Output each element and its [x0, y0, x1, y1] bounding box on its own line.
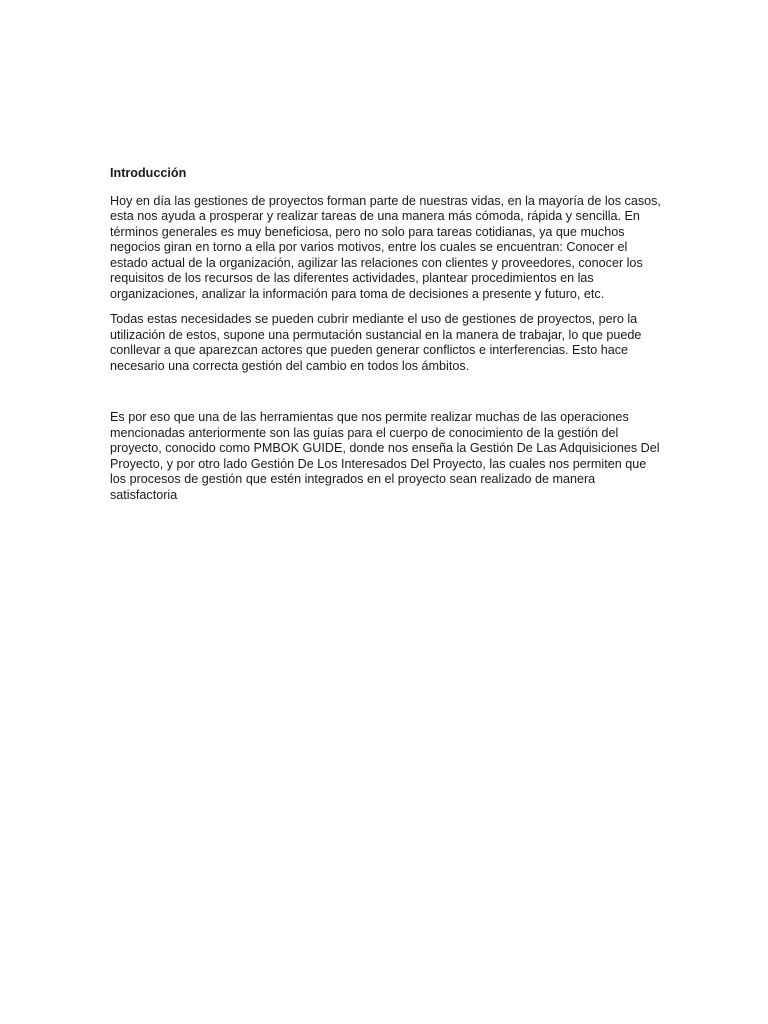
paragraph-2: Todas estas necesidades se pueden cubrir mediante el uso de gestiones de proyectos, pero la utilización de estos, supone una permutación sustancial en la manera de trabajar, lo que puede conllevar a que aparezcan actores que pueden generar conflictos e interferencias. Esto hace necesario una correcta gestión del cambio en todos los ámbitos.	[110, 312, 642, 373]
paragraph-3: Es por eso que una de las herramientas que nos permite realizar muchas de las operaciones mencionadas anteriormente son las guías para el cuerpo de conocimiento de la gestión del proyecto, conocido como PMBOK GUIDE, donde nos enseña la Gestión De Las Adquisiciones Del Proyecto, y por otro lado Gestión De Los Interesados Del Proyecto, las cuales nos permiten que los procesos de gestión que estén integrados en el proyecto sean realizado de manera satisfactoria	[110, 410, 660, 502]
section-heading: Introducción	[110, 166, 187, 180]
document-body	[110, 166, 662, 513]
paragraph-1: Hoy en día las gestiones de proyectos forman parte de nuestras vidas, en la mayoría de los casos, esta nos ayuda a prosperar y realizar tareas de una manera más cómoda, rápida y sencilla. En términos generales es muy beneficiosa, pero no solo para tareas cotidianas, ya que muchos negocios giran en torno a ella por varios motivos, entre los cuales se encuentran: Conocer el estado actual de la organización, agilizar las relaciones con clientes y proveedores, conocer los requisitos de los recursos de las diferentes actividades, plantear procedimientos en las organizaciones, analizar la información para toma de decisiones a presente y futuro, etc.	[110, 193, 661, 301]
